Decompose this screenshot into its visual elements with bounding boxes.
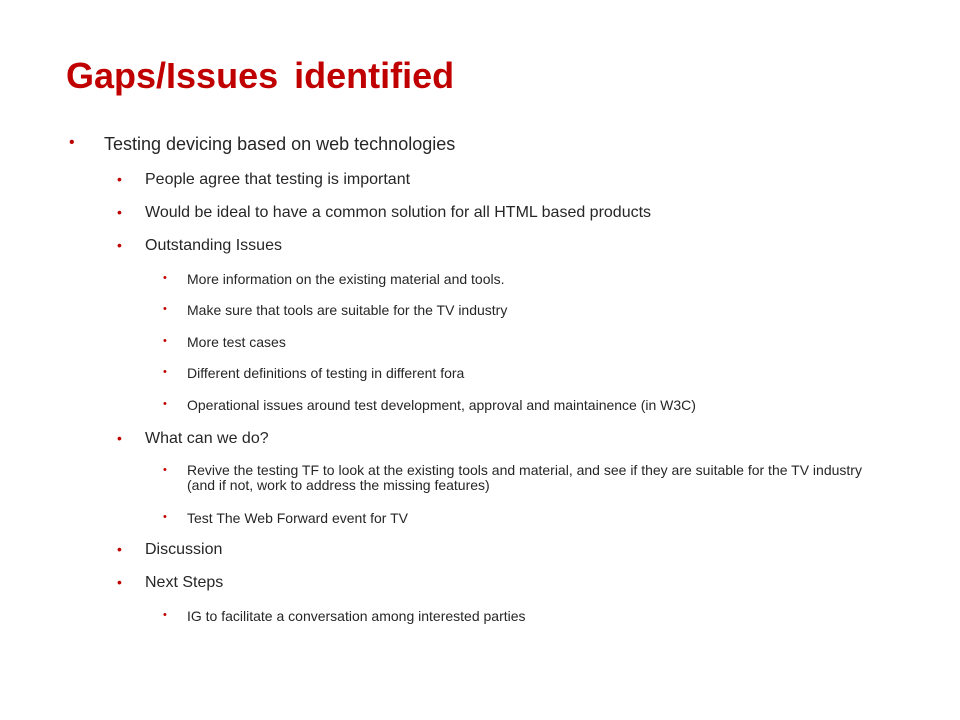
bullet-icon: • xyxy=(163,272,167,284)
list-item xyxy=(117,236,282,256)
list-item xyxy=(163,302,508,319)
list-item-text: Would be ideal to have a common solution for all HTML based products xyxy=(145,204,652,221)
list-item-text: Outstanding Issues xyxy=(145,237,282,254)
list-item xyxy=(117,203,652,223)
list-item-text: Operational issues around test development, approval and maintainence (in W3C) xyxy=(187,397,696,413)
bullet-icon: • xyxy=(117,171,122,187)
bullet-icon: • xyxy=(117,574,122,590)
list-item xyxy=(163,271,505,288)
list-item-text: Discussion xyxy=(145,541,223,558)
list-item-text: IG to facilitate a conversation among interested parties xyxy=(187,608,526,624)
bullet-icon: • xyxy=(163,398,167,410)
list-item xyxy=(163,334,286,351)
list-item-text: Test The Web Forward event for TV xyxy=(187,510,408,526)
list-item xyxy=(163,608,526,625)
bullet-icon: • xyxy=(117,430,122,446)
list-item xyxy=(117,170,411,190)
bullet-icon: • xyxy=(163,366,167,378)
bullet-icon: • xyxy=(163,609,167,621)
list-item-text: More information on the existing material and tools. xyxy=(187,271,505,287)
list-item xyxy=(117,540,223,560)
list-item xyxy=(117,429,269,449)
list-item-text: People agree that testing is important xyxy=(145,171,411,188)
bullet-icon: • xyxy=(163,464,167,476)
list-item xyxy=(163,510,408,527)
list-item-text: Next Steps xyxy=(145,574,224,591)
slide-title: Gaps/Issues identified xyxy=(66,55,455,96)
bullet-icon: • xyxy=(69,134,75,151)
list-item-text: Testing devicing based on web technologies xyxy=(104,134,456,154)
bullet-icon: • xyxy=(163,511,167,523)
list-item xyxy=(69,133,456,155)
list-item xyxy=(163,365,465,382)
list-item-text: What can we do? xyxy=(145,430,269,447)
bullet-icon: • xyxy=(163,303,167,315)
list-item xyxy=(163,397,696,414)
bullet-icon: • xyxy=(117,237,122,253)
list-item-text: Make sure that tools are suitable for the TV industry xyxy=(187,302,508,318)
list-item xyxy=(117,573,224,593)
list-item-text: Revive the testing TF to look at the existing tools and material, and see if they are suitable for the TV industry (and if not, work to address the missing features) xyxy=(187,462,862,493)
bullet-icon: • xyxy=(163,335,167,347)
bullet-icon: • xyxy=(117,204,122,220)
bullet-icon: • xyxy=(117,541,122,557)
list-item xyxy=(163,462,877,493)
list-item-text: Different definitions of testing in different fora xyxy=(187,365,465,381)
list-item-text: More test cases xyxy=(187,334,286,350)
